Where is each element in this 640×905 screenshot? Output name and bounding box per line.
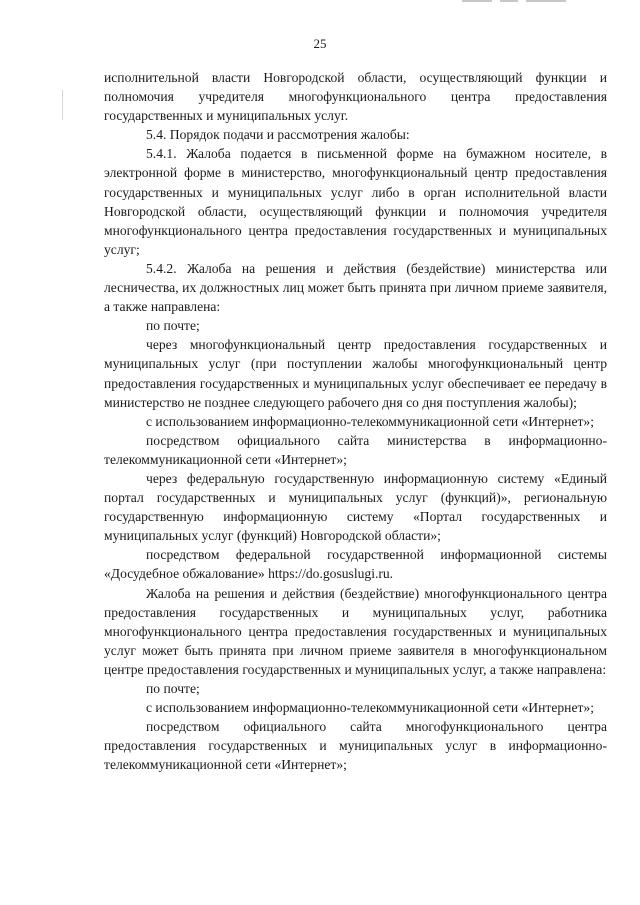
- list-item: с использованием информационно-телекоммуникационной сети «Интернет»;: [146, 413, 594, 429]
- list-item: через федеральную государственную информационную систему «Единый портал государственных и муниципальных услуг (функций)», региональную государственную информационную систему «Портал государственных и муниципальных услуг (функций) Новгородской области»;: [104, 470, 607, 544]
- paragraph: 5.4.1. Жалоба подается в письменной форме на бумажном носителе, в электронной форме в министерство, многофункциональный центр предоставления государственных и муниципальных услуг либо в орган исполнительной власти Новгородской области, осуществляющий функции и полномочия учредителя многофункционального центра предоставления государственных и муниципальных услуг;: [104, 146, 607, 257]
- list-item: через многофункциональный центр предоставления государственных и муниципальных услуг (при поступлении жалобы многофункциональный центр предоставления государственных и муниципальных услуг обеспечивает ее передачу в министерство не позднее следующего рабочего дня со дня поступления жалобы);: [104, 337, 607, 410]
- paragraph: 5.4.2. Жалоба на решения и действия (бездействие) министерства или лесничества, их должностных лиц может быть принята при личном приеме заявителя, а также направлена:: [104, 260, 607, 315]
- list-item: по почте;: [146, 681, 200, 696]
- margin-mark: [62, 90, 63, 120]
- list-item: с использованием информационно-телекоммуникационной сети «Интернет»;: [146, 700, 594, 716]
- paragraph: исполнительной власти Новгородской области, осуществляющий функции и полномочия учредителя многофункционального центра предоставления государственных и муниципальных услуг.: [104, 70, 607, 124]
- list-item: посредством федеральной государственной информационной системы «Досудебное обжалование» https://do.gosuslugi.ru.: [104, 547, 607, 582]
- scan-artifact: [462, 0, 612, 4]
- page-number: 25: [313, 36, 327, 51]
- section-heading: 5.4. Порядок подачи и рассмотрения жалобы:: [146, 127, 410, 143]
- list-item: посредством официального сайта многофункционального центра предоставления государственных и муниципальных услуг в информационно-телекоммуникационной сети «Интернет»;: [104, 719, 607, 773]
- list-item: посредством официального сайта министерства в информационно-телекоммуникационной сети «Интернет»;: [104, 432, 607, 467]
- list-item: по почте;: [146, 318, 200, 334]
- document-body: [104, 68, 607, 774]
- paragraph: Жалоба на решения и действия (бездействие) многофункционального центра предоставления государственных и муниципальных услуг, работника многофункционального центра предоставления государственных и муниципальных услуг может быть принята при личном приеме заявителя в многофункциональном центре предоставления государственных и муниципальных услуг, а также направлена:: [104, 585, 607, 677]
